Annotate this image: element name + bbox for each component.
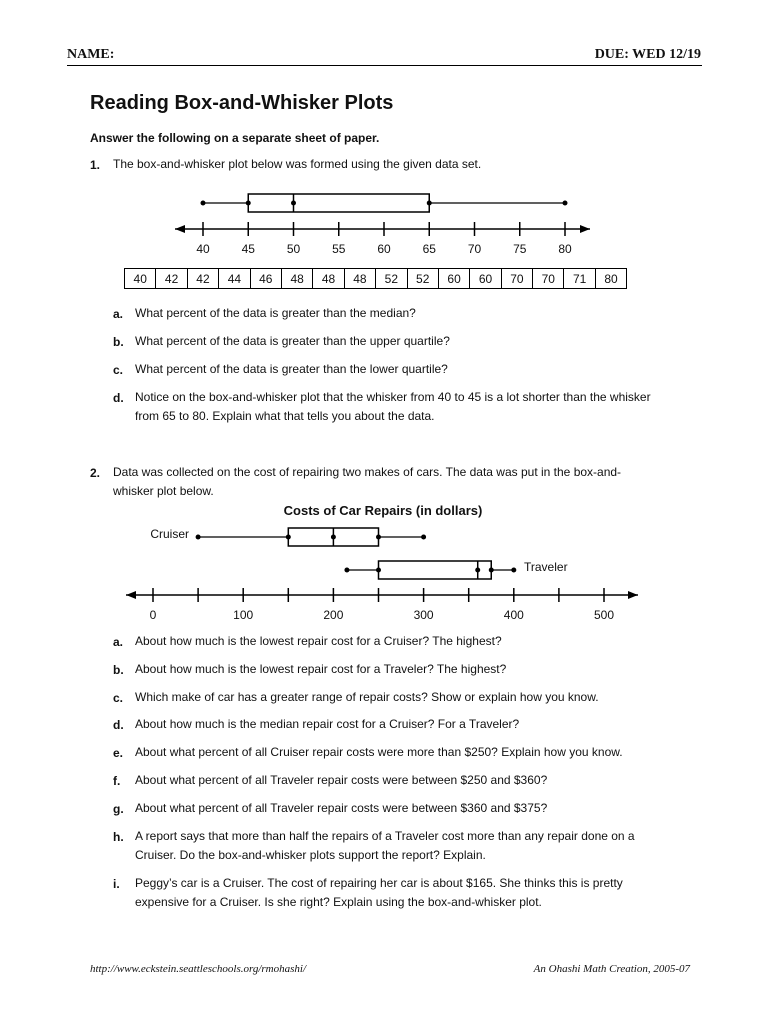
q2g-text: About what percent of all Traveler repair costs were between $360 and $375? [135,801,548,815]
max-point [563,201,568,206]
min-point [196,535,201,540]
data-cell: 44 [219,269,250,289]
tick-label: 400 [503,608,524,622]
q2d-text: About how much is the median repair cost for a Cruiser? For a Traveler? [135,717,520,731]
tick-label: 300 [413,608,434,622]
q2e-text: About what percent of all Cruiser repair costs were more than $250? Explain how you know. [135,745,623,759]
data-cell: 48 [313,269,344,289]
traveler-label: Traveler [524,560,568,574]
footer-url: http://www.eckstein.seattleschools.org/rmohashi/ [90,963,307,975]
q1c-letter: c. [113,363,124,377]
q1b-text: What percent of the data is greater than the upper quartile? [135,334,450,348]
q2i-letter: i. [113,877,120,891]
q3-point [376,535,381,540]
q2b-text: About how much is the lowest repair cost for a Traveler? The highest? [135,662,507,676]
q1-number: 1. [90,158,101,172]
data-cell: 48 [344,269,375,289]
q2b-letter: b. [113,663,124,677]
tick-label: 55 [332,242,346,256]
tick-label: 40 [196,242,210,256]
tick-label: 200 [323,608,344,622]
q1-point [286,535,291,540]
data-cell: 70 [501,269,532,289]
cruiser-label: Cruiser [150,527,189,541]
q2-text-line2: whisker plot below. [113,484,214,498]
page-title: Reading Box-and-Whisker Plots [90,92,394,114]
q1c-text: What percent of the data is greater than the lower quartile? [135,362,448,376]
data-cell: 71 [564,269,595,289]
q2f-letter: f. [113,774,121,788]
q2a-letter: a. [113,635,124,649]
q1d-text-line2: from 65 to 80. Explain what that tells you about the data. [135,409,435,423]
q3-point [427,201,432,206]
median-point [291,201,296,206]
name-label: NAME: [67,47,115,62]
q1a-letter: a. [113,307,124,321]
tick-label: 0 [149,608,157,622]
q2i-text-line2: expensive for a Cruiser. Is she right? Explain using the box-and-whisker plot. [135,895,542,909]
tick-label: 70 [467,242,482,256]
q2h-text-line1: A report says that more than half the repairs of a Traveler cost more than any repair done on a [135,829,635,843]
footer-credit: An Ohashi Math Creation, 2005-07 [533,963,690,975]
box [248,194,429,212]
tick-label: 75 [513,242,527,256]
min-point [201,201,206,206]
data-cell: 52 [407,269,438,289]
q2g-letter: g. [113,802,124,816]
q2-number: 2. [90,466,101,480]
q2d-letter: d. [113,718,124,732]
max-point [511,568,516,573]
q3-point [489,568,494,573]
data-cell: 52 [376,269,407,289]
q2c-letter: c. [113,691,124,705]
q1b-letter: b. [113,335,124,349]
tick-label: 50 [286,242,301,256]
chart-title: Costs of Car Repairs (in dollars) [283,503,483,518]
instructions: Answer the following on a separate sheet of paper. [90,131,380,145]
tick-label: 500 [593,608,615,622]
axis-arrow-left [175,225,185,233]
data-cell: 60 [470,269,501,289]
q2e-letter: e. [113,746,124,760]
q2i-text-line1: Peggy’s car is a Cruiser. The cost of repairing her car is about $165. She thinks this is pretty [135,876,623,890]
due-date: DUE: WED 12/19 [594,47,701,62]
q1-text: The box-and-whisker plot below was formed using the given data set. [113,157,482,171]
q1a-text: What percent of the data is greater than the median? [135,306,416,320]
data-cell: 70 [533,269,564,289]
axis-arrow-left [126,591,136,599]
tick-label: 80 [558,242,572,256]
q2a-text: About how much is the lowest repair cost for a Cruiser? The highest? [135,634,502,648]
data-cell: 60 [438,269,469,289]
min-point [344,568,349,573]
data-cell: 42 [156,269,187,289]
q1-data-set [124,268,627,289]
q1-box-plot [150,186,610,266]
tick-label: 45 [241,242,255,256]
q2h-text-line2: Cruiser. Do the box-and-whisker plots support the report? Explain. [135,848,486,862]
q1-point [246,201,251,206]
max-point [421,535,426,540]
data-cell: 48 [281,269,312,289]
tick-label: 60 [377,242,391,256]
tick-label: 100 [233,608,254,622]
data-cell: 42 [187,269,218,289]
data-cell: 46 [250,269,281,289]
header-rule [67,65,702,66]
axis-arrow-right [580,225,590,233]
median-point [475,568,480,573]
q1d-text-line1: Notice on the box-and-whisker plot that the whisker from 40 to 45 is a lot shorter than the whisker [135,390,651,404]
median-point [331,535,336,540]
data-cell: 40 [125,269,156,289]
q2-text-line1: Data was collected on the cost of repairing two makes of cars. The data was put in the box-and- [113,465,622,479]
q2h-letter: h. [113,830,124,844]
q1-point [376,568,381,573]
box [379,561,492,579]
car-repairs-box-plot [110,498,650,626]
tick-label: 65 [422,242,436,256]
axis-arrow-right [628,591,638,599]
q2c-text: Which make of car has a greater range of repair costs? Show or explain how you know. [135,690,599,704]
data-cell: 80 [595,269,626,289]
q1d-letter: d. [113,391,124,405]
q2f-text: About what percent of all Traveler repair costs were between $250 and $360? [135,773,548,787]
